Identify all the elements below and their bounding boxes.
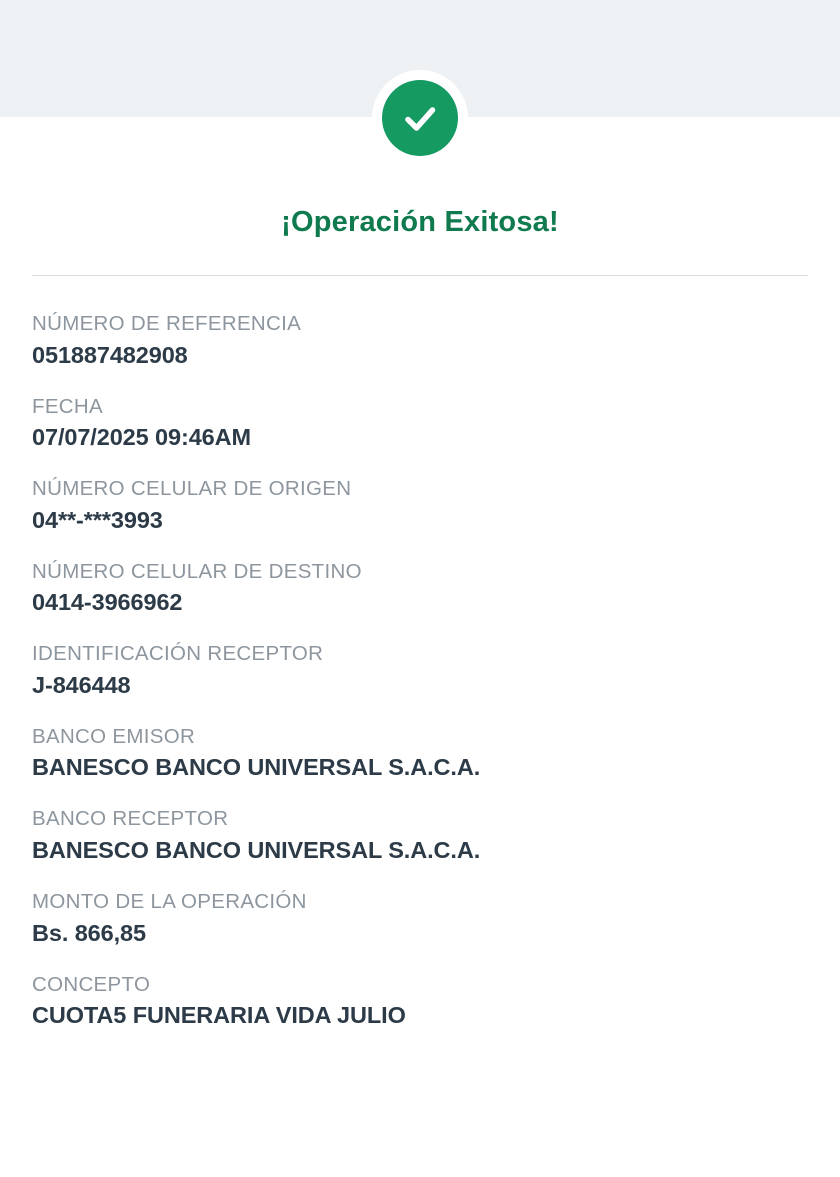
divider xyxy=(32,275,808,276)
field-value: 0414-3966962 xyxy=(32,589,183,616)
list-item xyxy=(32,888,808,950)
field-label: FECHA xyxy=(32,394,103,418)
list-item xyxy=(32,640,808,702)
field-label: MONTO DE LA OPERACIÓN xyxy=(32,889,307,913)
list-item xyxy=(32,310,808,372)
field-value: BANESCO BANCO UNIVERSAL S.A.C.A. xyxy=(32,837,481,864)
field-label: NÚMERO DE REFERENCIA xyxy=(32,312,302,335)
list-item xyxy=(32,475,808,537)
receipt-field-list xyxy=(32,310,808,1053)
field-label: BANCO RECEPTOR xyxy=(32,807,229,831)
field-label: BANCO EMISOR xyxy=(32,724,196,748)
page-title: ¡Operación Exitosa! xyxy=(281,206,559,238)
list-item xyxy=(32,723,808,785)
field-value: BANESCO BANCO UNIVERSAL S.A.C.A. xyxy=(32,754,481,781)
field-value: CUOTA5 FUNERARIA VIDA JULIO xyxy=(32,1002,406,1029)
list-item xyxy=(32,393,808,455)
field-value: J-846448 xyxy=(32,671,131,698)
list-item xyxy=(32,558,808,620)
field-value: 07/07/2025 09:46AM xyxy=(32,424,251,451)
success-badge xyxy=(372,70,468,166)
field-label: NÚMERO CELULAR DE ORIGEN xyxy=(32,477,352,501)
field-value: Bs. 866,85 xyxy=(32,919,146,946)
field-value: 04**-***3993 xyxy=(32,506,163,533)
check-circle-icon xyxy=(382,80,458,156)
field-label: CONCEPTO xyxy=(32,972,151,996)
field-label: NÚMERO CELULAR DE DESTINO xyxy=(32,559,362,583)
list-item xyxy=(32,971,808,1033)
list-item xyxy=(32,805,808,867)
field-label: IDENTIFICACIÓN RECEPTOR xyxy=(32,642,324,666)
field-value: 051887482908 xyxy=(32,341,188,368)
